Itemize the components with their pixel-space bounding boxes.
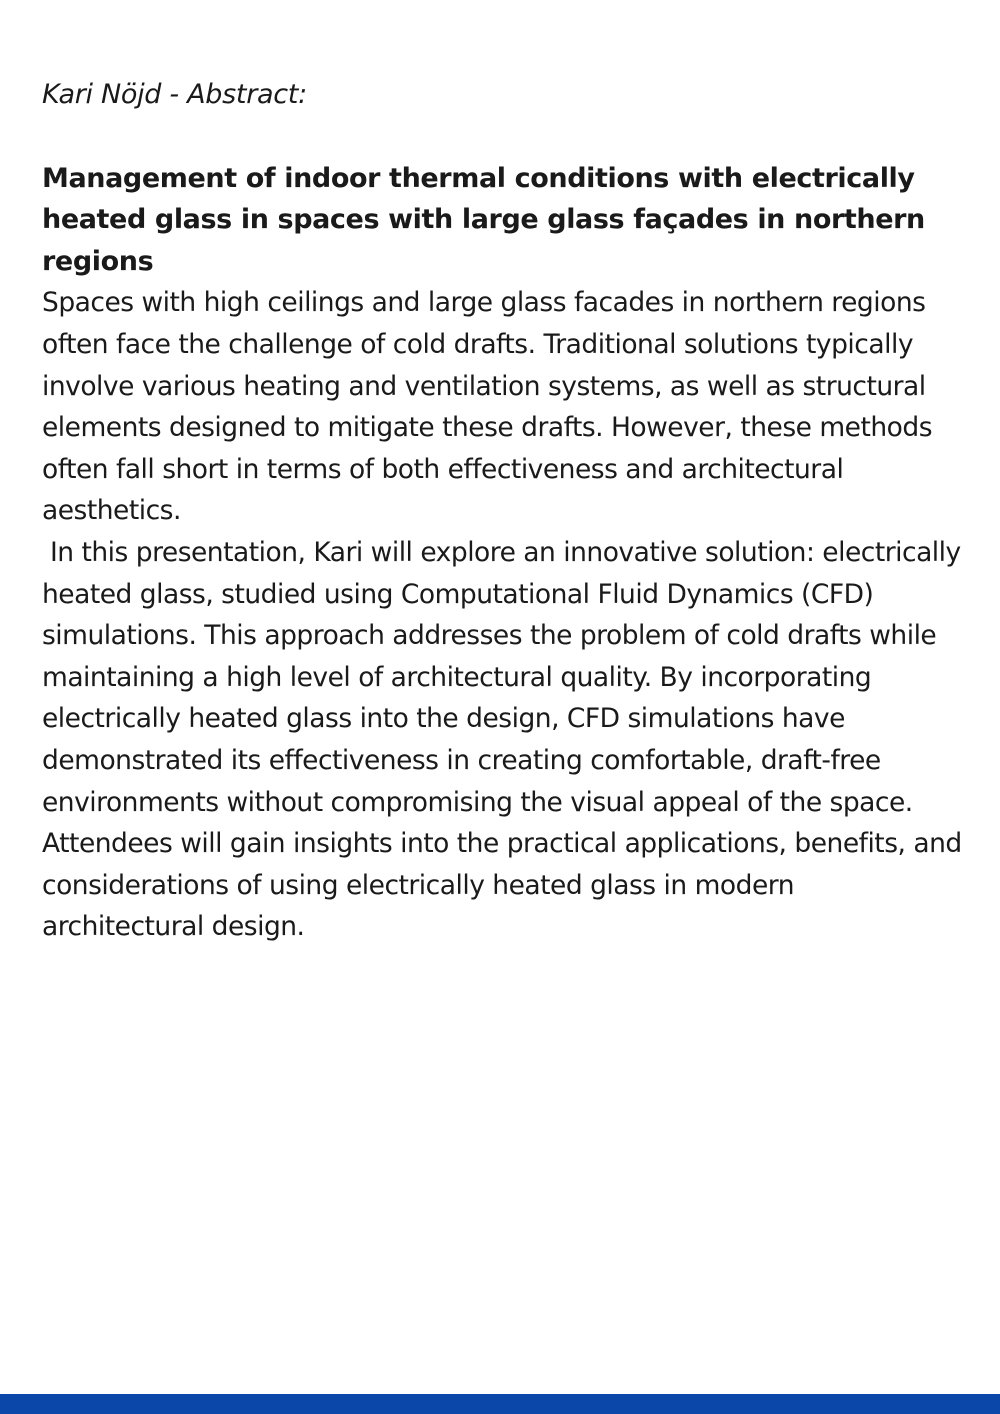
abstract-page — [42, 74, 970, 948]
footer-bar — [0, 1394, 1000, 1414]
abstract-paragraph-1: Spaces with high ceilings and large glass facades in northern regions often face the challenge of cold drafts. Traditional solutions typically involve various heating and ventilation systems, as well as structural elements designed to mitigate these drafts. However, these methods often fall short in terms of both effectiveness and architectural aesthetics. — [42, 287, 940, 527]
abstract-paragraph-2: In this presentation, Kari will explore an innovative solution: electrically heated glass, studied using Computational Fluid Dynamics (CFD) simulations. This approach addresses the problem of cold drafts while maintaining a high level of architectural quality. By incorporating electrically heated glass into the design, CFD simulations have demonstrated its effectiveness in creating comfortable, draft-free environments without compromising the visual appeal of the space. Attendees will gain insights into the practical applications, benefits, and considerations of using electrically heated glass in modern architectural design. — [42, 536, 970, 943]
author-line: Kari Nöjd - Abstract: — [42, 79, 307, 110]
abstract-title: Management of indoor thermal conditions with electrically heated glass in spaces with large glass façades in northern regions — [42, 162, 925, 277]
